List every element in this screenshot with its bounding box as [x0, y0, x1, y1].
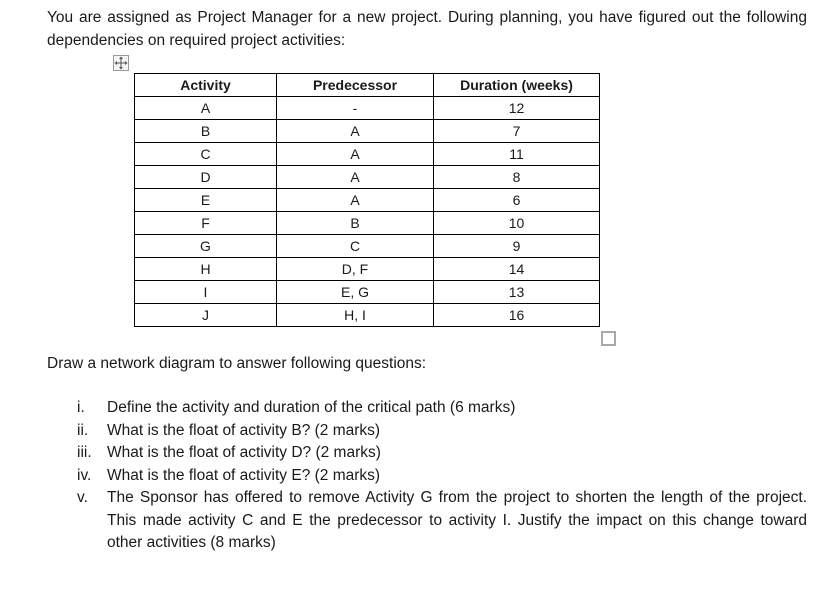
cell-activity: B — [135, 120, 277, 143]
table-row — [135, 97, 600, 120]
table-row — [135, 304, 600, 327]
cell-predecessor: - — [277, 97, 434, 120]
resize-square-icon[interactable] — [601, 331, 616, 346]
cell-duration: 9 — [434, 235, 600, 258]
cell-predecessor: A — [277, 143, 434, 166]
table-header-row — [135, 74, 600, 97]
cell-activity: F — [135, 212, 277, 235]
cell-duration: 10 — [434, 212, 600, 235]
table-row — [135, 166, 600, 189]
move-arrows-icon[interactable] — [113, 55, 129, 71]
cell-duration: 8 — [434, 166, 600, 189]
cell-predecessor: C — [277, 235, 434, 258]
cell-predecessor: A — [277, 189, 434, 212]
cell-activity: G — [135, 235, 277, 258]
question-number: ii. — [77, 421, 89, 439]
cell-predecessor: D, F — [277, 258, 434, 281]
cell-activity: H — [135, 258, 277, 281]
header-activity: Activity — [135, 74, 277, 97]
question-text: The Sponsor has offered to remove Activity G from the project to shorten the length of the project. This made activity C and E the predecessor to activity I. Justify the impact on this change toward other activities (8 marks) — [107, 489, 807, 551]
cell-predecessor: H, I — [277, 304, 434, 327]
question-number: iii. — [77, 444, 92, 461]
cell-activity: J — [135, 304, 277, 327]
cell-duration: 7 — [434, 120, 600, 143]
table-row — [135, 235, 600, 258]
list-item — [47, 487, 807, 555]
cell-activity: E — [135, 189, 277, 212]
question-number: v. — [77, 489, 88, 506]
table-row — [135, 281, 600, 304]
table-row — [135, 212, 600, 235]
cell-duration: 16 — [434, 304, 600, 327]
diagram-prompt: Draw a network diagram to answer following questions: — [47, 355, 427, 372]
table-row — [135, 189, 600, 212]
cell-activity: D — [135, 166, 277, 189]
cell-activity: I — [135, 281, 277, 304]
cell-duration: 11 — [434, 143, 600, 166]
dependency-table — [134, 73, 600, 327]
list-item — [47, 397, 807, 420]
cell-duration: 13 — [434, 281, 600, 304]
cell-duration: 14 — [434, 258, 600, 281]
question-text: What is the float of activity B? (2 marks) — [107, 421, 381, 439]
cell-predecessor: A — [277, 120, 434, 143]
cell-predecessor: A — [277, 166, 434, 189]
question-number: iv. — [77, 466, 92, 484]
cell-predecessor: B — [277, 212, 434, 235]
list-item — [47, 420, 807, 443]
list-item — [47, 465, 807, 488]
question-text: What is the float of activity E? (2 marks) — [107, 466, 381, 484]
question-text: What is the float of activity D? (2 marks) — [107, 444, 381, 461]
question-number: i. — [77, 399, 85, 416]
cell-predecessor: E, G — [277, 281, 434, 304]
header-duration: Duration (weeks) — [434, 74, 600, 97]
table-row — [135, 258, 600, 281]
header-predecessor: Predecessor — [277, 74, 434, 97]
list-item — [47, 442, 807, 465]
cell-duration: 12 — [434, 97, 600, 120]
cell-activity: C — [135, 143, 277, 166]
table-row — [135, 120, 600, 143]
question-list — [47, 397, 807, 555]
cell-activity: A — [135, 97, 277, 120]
table-row — [135, 143, 600, 166]
intro-paragraph: You are assigned as Project Manager for a new project. During planning, you have figured out the following dependencies on required project activities: — [47, 9, 807, 49]
question-text: Define the activity and duration of the critical path (6 marks) — [107, 399, 516, 416]
cell-duration: 6 — [434, 189, 600, 212]
